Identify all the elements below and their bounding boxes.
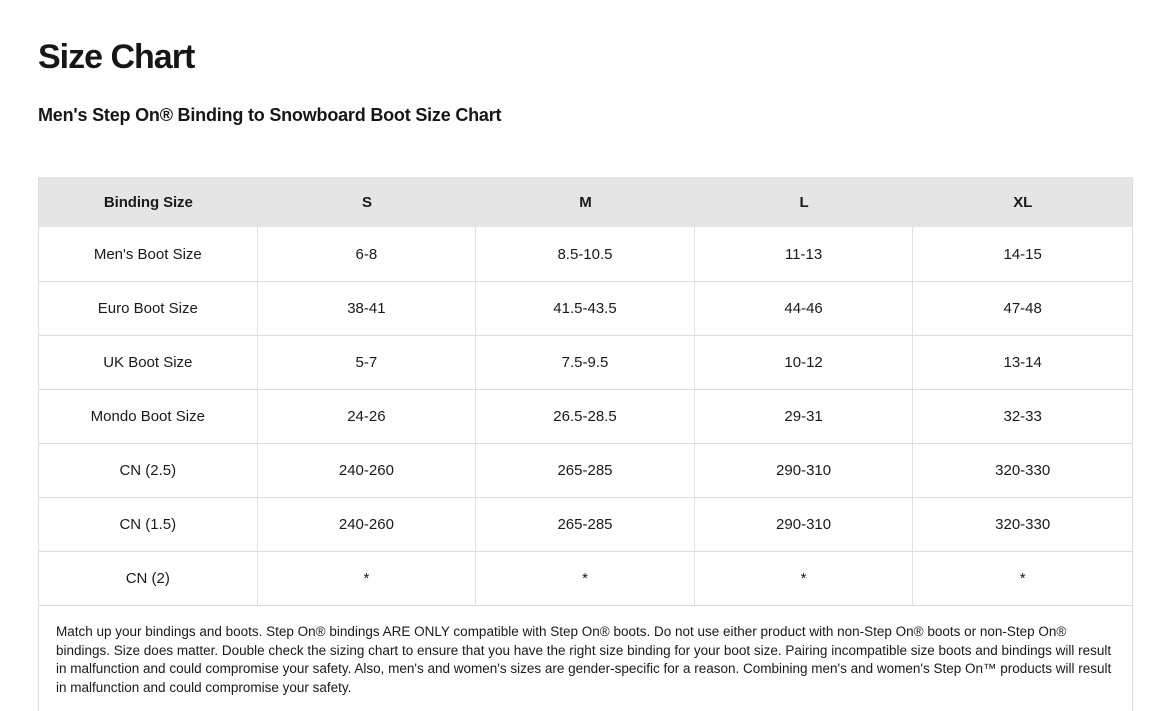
size-cell: 320-330 [995, 462, 1051, 479]
row-label: Euro Boot Size [39, 282, 258, 335]
size-cell: 44-46 [695, 282, 914, 335]
row-label: Mondo Boot Size [39, 390, 258, 443]
row-label: UK Boot Size [39, 336, 258, 389]
col-header-binding-size: Binding Size [103, 193, 193, 211]
size-chart-page [0, 40, 1156, 711]
table-row [39, 497, 1132, 551]
row-label: CN (2.5) [39, 444, 258, 497]
size-cell: 38-41 [258, 282, 477, 335]
size-cell: 240-260 [258, 444, 477, 497]
size-cell: * [258, 552, 477, 605]
chart-subtitle: Men's Step On® Binding to Snowboard Boot Size Chart [38, 105, 502, 125]
size-cell: 29-31 [695, 390, 914, 443]
size-cell: * [1019, 570, 1026, 587]
table-header-row [39, 177, 1132, 227]
size-cell: 41.5-43.5 [476, 282, 695, 335]
size-cell: 47-48 [1003, 300, 1042, 317]
table-row [39, 443, 1132, 497]
row-label: Men's Boot Size [39, 227, 258, 281]
size-cell: 6-8 [258, 227, 477, 281]
size-cell: 290-310 [695, 498, 914, 551]
table-row [39, 281, 1132, 335]
size-cell: 5-7 [258, 336, 477, 389]
col-header-l: L [799, 193, 809, 211]
table-row [39, 227, 1132, 281]
table-row [39, 335, 1132, 389]
size-cell: * [476, 552, 695, 605]
size-chart-footnote: Match up your bindings and boots. Step On® bindings ARE ONLY compatible with Step On® boots. Do not use either product with non-Step On® boots or non-Step On® bindings. Size does matter. Double check the sizing chart to ensure that you have the right size binding for your boot size. Pairing incompatible size boots and bindings will result in malfunction and could compromise your safety. Also, men's and women's sizes are gender-specific for a reason. Combining men's and women's Step On™ products will result in malfunction and could compromise your safety. [39, 605, 1132, 711]
size-cell: 10-12 [695, 336, 914, 389]
col-header-xl: XL [1013, 193, 1033, 211]
size-cell: 13-14 [1003, 354, 1042, 371]
page-title: Size Chart [38, 38, 195, 76]
size-cell: 7.5-9.5 [476, 336, 695, 389]
table-row [39, 389, 1132, 443]
size-cell: 240-260 [258, 498, 477, 551]
size-cell: 32-33 [1003, 408, 1042, 425]
size-cell: 265-285 [476, 444, 695, 497]
size-cell: 320-330 [995, 516, 1051, 533]
size-chart-table [38, 177, 1133, 711]
row-label: CN (2) [39, 552, 258, 605]
table-row [39, 551, 1132, 605]
size-cell: 265-285 [476, 498, 695, 551]
size-cell: 290-310 [695, 444, 914, 497]
size-cell: 14-15 [1003, 245, 1042, 263]
size-cell: 11-13 [695, 227, 914, 281]
table-body [39, 227, 1132, 605]
row-label: CN (1.5) [39, 498, 258, 551]
col-header-m: M [579, 193, 592, 211]
size-cell: 26.5-28.5 [476, 390, 695, 443]
size-cell: 24-26 [258, 390, 477, 443]
size-cell: 8.5-10.5 [476, 227, 695, 281]
size-cell: * [695, 552, 914, 605]
col-header-s: S [361, 193, 372, 211]
